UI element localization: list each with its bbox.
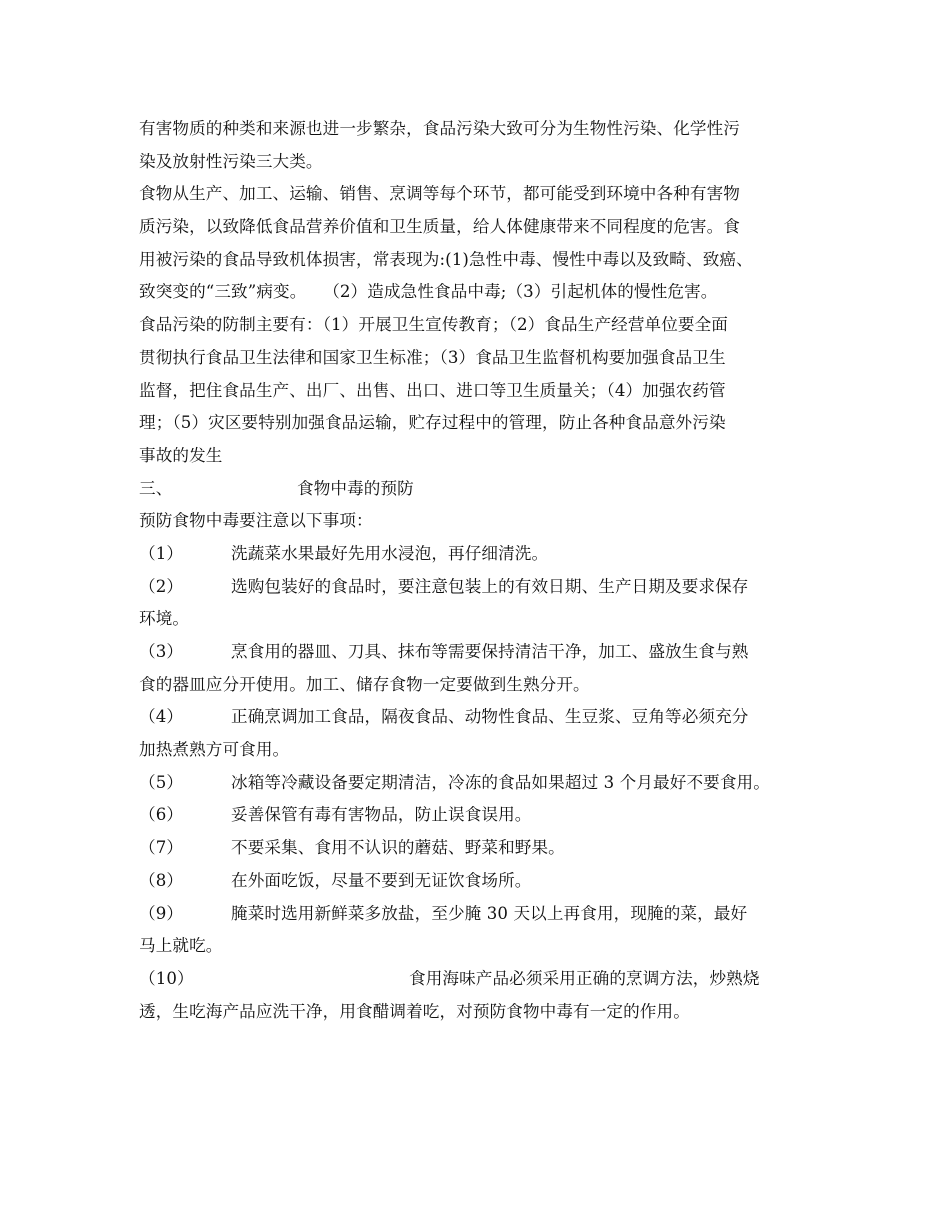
text-line: 事故的发生: [139, 445, 223, 465]
list-item: [139, 571, 815, 636]
list-item: [139, 701, 815, 766]
text-line: 质污染，以致降低食品营养价值和卫生质量，给人体健康带来不同程度的危害。食: [139, 217, 740, 237]
item-number: （4）: [139, 707, 184, 727]
item-text: 在外面吃饭，尽量不要到无证饮食场所。: [231, 870, 532, 890]
section-title: 食物中毒的预防: [297, 478, 414, 498]
list-item: [139, 538, 815, 571]
text-line: 理；（5）灾区要特别加强食品运输，贮存过程中的管理，防止各种食品意外污染: [139, 413, 726, 433]
item-text: 正确烹调加工食品，隔夜食品、动物性食品、生豆浆、豆角等必须充分: [231, 707, 749, 727]
text-line: 染及放射性污染三大类。: [139, 151, 323, 171]
item-text-continued: 食的器皿应分开使用。加工、储存食物一定要做到生熟分开。: [139, 674, 590, 694]
item-number: （1）: [139, 543, 184, 563]
item-number: （5）: [139, 772, 184, 792]
item-number: （9）: [139, 903, 184, 923]
section-intro: 预防食物中毒要注意以下事项：: [139, 511, 373, 531]
item-text: 妥善保管有毒有害物品，防止误食误用。: [231, 805, 532, 825]
text-line: 贯彻执行食品卫生法律和国家卫生标准；（3）食品卫生监督机构要加强食品卫生: [139, 347, 726, 367]
text-line: 监督，把住食品生产、出厂、出售、出口、进口等卫生质量关；（4）加强农药管: [139, 380, 726, 400]
item-text: 冰箱等冷藏设备要定期清洁，冷冻的食品如果超过 3 个月最好不要食用。: [231, 772, 770, 792]
item-text-continued: 透，生吃海产品应洗干净，用食醋调着吃，对预防食物中毒有一定的作用。: [139, 1001, 690, 1021]
item-text: 腌菜时选用新鲜菜多放盐，至少腌 30 天以上再食用，现腌的菜，最好: [231, 903, 748, 923]
list-item: [139, 963, 815, 1028]
item-number: （3）: [139, 642, 184, 661]
item-number: （7）: [139, 838, 184, 858]
item-text: 烹食用的器皿、刀具、抹布等需要保持清洁干净，加工、盛放生食与熟: [231, 642, 749, 661]
item-number: （10）: [139, 968, 194, 988]
paragraph-pollution-harm: [139, 178, 815, 309]
item-text-continued: 马上就吃。: [139, 936, 223, 956]
document-body: [139, 113, 815, 1028]
text-line: 致突变的“三致”病变。 （2）造成急性食品中毒;（3）引起机体的慢性危害。: [139, 282, 718, 302]
list-item: [139, 799, 815, 832]
text-line: 食物从生产、加工、运输、销售、烹调等每个环节，都可能受到环境中各种有害物: [139, 184, 740, 204]
paragraph-pollution-types: [139, 113, 815, 178]
text-line: 用被污染的食品导致机体损害，常表现为:(1)急性中毒、慢性中毒以及致畸、致癌、: [139, 249, 753, 269]
paragraph-pollution-prevention: [139, 309, 815, 472]
list-item: [139, 767, 815, 800]
item-number: （2）: [139, 576, 184, 596]
text-line: 食品污染的防制主要有：（1）开展卫生宣传教育；（2）食品生产经营单位要全面: [139, 315, 728, 335]
list-item: [139, 865, 815, 898]
item-number: （6）: [139, 805, 184, 825]
item-number: （8）: [139, 870, 184, 890]
section-heading: [139, 473, 815, 506]
list-item: [139, 832, 815, 865]
list-item: [139, 898, 815, 963]
text-line: 有害物质的种类和来源也进一步繁杂，食品污染大致可分为生物性污染、化学性污: [139, 119, 740, 138]
item-text: 选购包装好的食品时，要注意包装上的有效日期、生产日期及要求保存: [231, 576, 749, 596]
item-text: 洗蔬菜水果最好先用水浸泡，再仔细清洗。: [231, 543, 549, 563]
item-text-continued: 加热煮熟方可食用。: [139, 740, 290, 760]
list-item: [139, 636, 815, 701]
section-number: 三、: [139, 478, 173, 498]
item-text: 食用海味产品必须采用正确的烹调方法，炒熟烧: [409, 968, 760, 988]
item-text-continued: 环境。: [139, 609, 190, 629]
item-text: 不要采集、食用不认识的蘑菇、野菜和野果。: [231, 838, 565, 858]
